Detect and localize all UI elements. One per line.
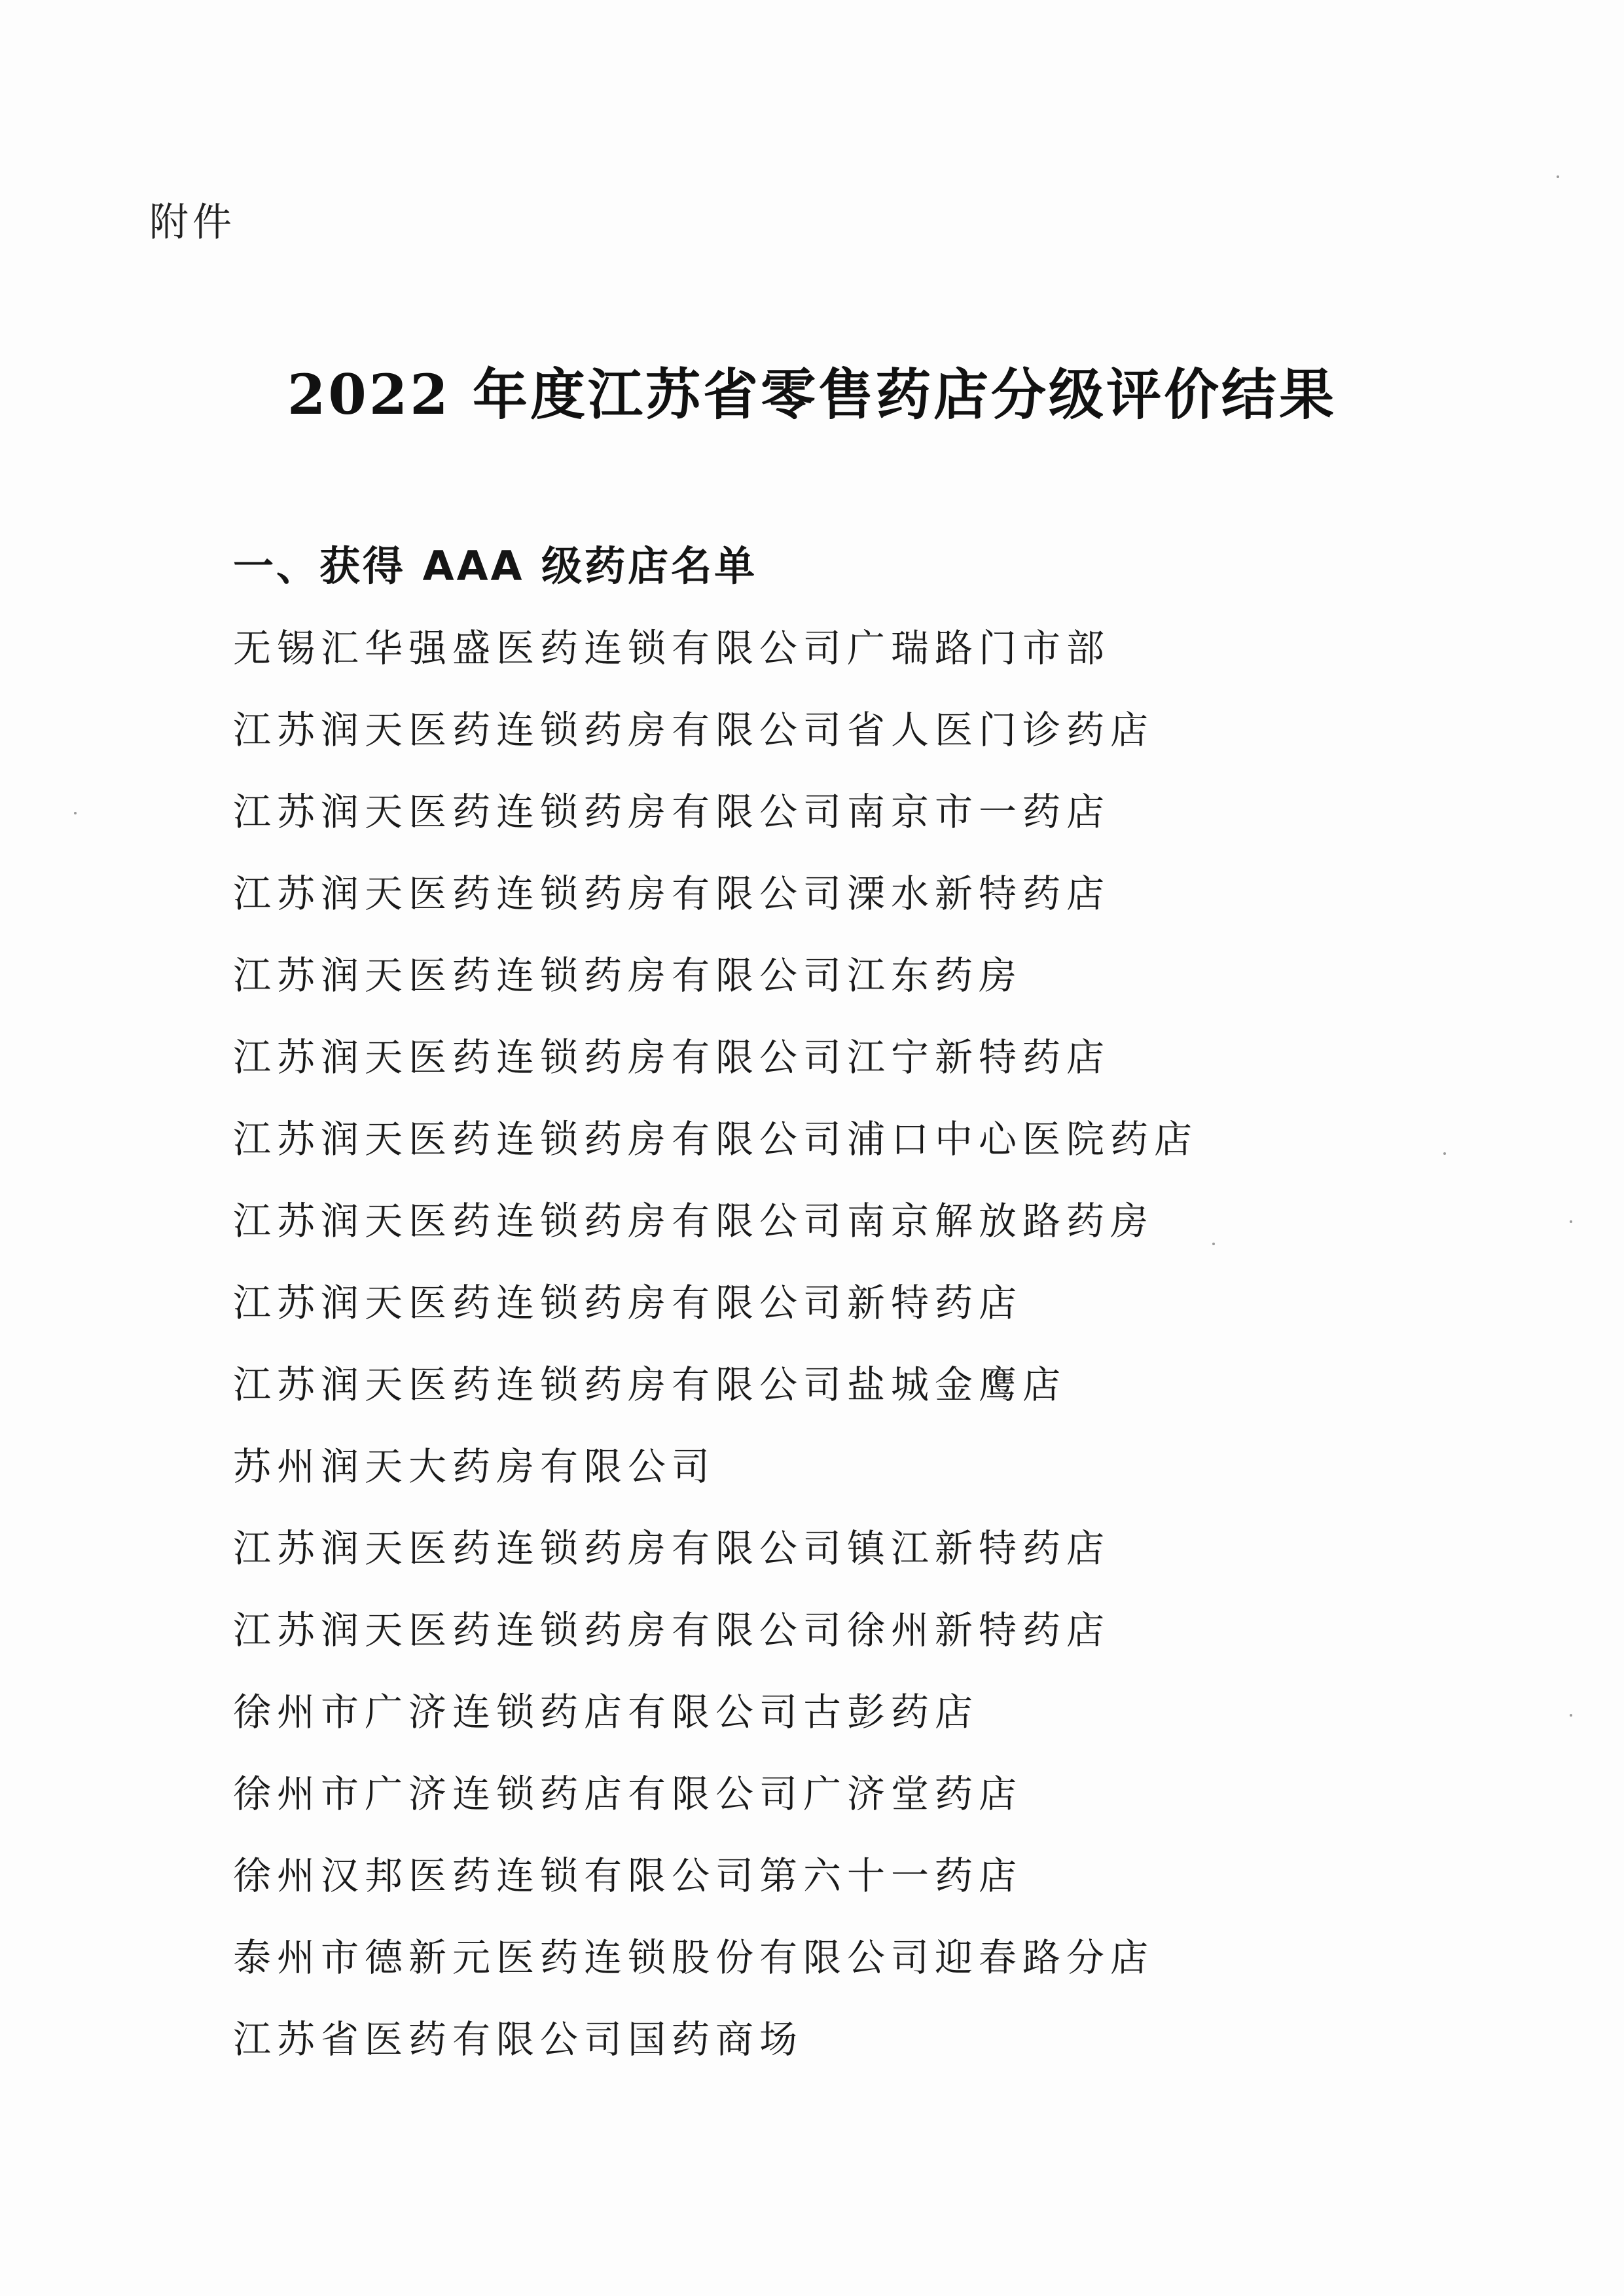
pharmacy-item: 江苏润天医药连锁药房有限公司南京解放路药房 (233, 1199, 1155, 1243)
section-heading: 一、获得 AAA 级药店名单 (233, 542, 758, 590)
pharmacy-item: 徐州汉邦医药连锁有限公司第六十一药店 (233, 1853, 1023, 1898)
pharmacy-item: 江苏润天医药连锁药房有限公司江宁新特药店 (233, 1035, 1111, 1080)
pharmacy-item: 徐州市广济连锁药店有限公司广济堂药店 (233, 1772, 1023, 1816)
pharmacy-item: 江苏润天医药连锁药房有限公司徐州新特药店 (233, 1608, 1111, 1652)
scan-speck (1557, 175, 1559, 178)
document-title: 2022 年度江苏省零售药店分级评价结果 (287, 362, 1337, 427)
pharmacy-item: 无锡汇华强盛医药连锁有限公司广瑞路门市部 (233, 626, 1111, 670)
pharmacy-item: 江苏润天医药连锁药房有限公司南京市一药店 (233, 790, 1111, 834)
scan-speck (1212, 1243, 1215, 1245)
scan-speck (1570, 1714, 1572, 1717)
pharmacy-item: 江苏润天医药连锁药房有限公司新特药店 (233, 1281, 1023, 1325)
pharmacy-item: 泰州市德新元医药连锁股份有限公司迎春路分店 (233, 1935, 1155, 1980)
pharmacy-item: 江苏润天医药连锁药房有限公司溧水新特药店 (233, 871, 1111, 916)
scan-speck (1570, 1220, 1572, 1223)
annex-label: 附件 (149, 200, 236, 246)
pharmacy-item: 江苏润天医药连锁药房有限公司江东药房 (233, 953, 1023, 998)
pharmacy-item: 江苏润天医药连锁药房有限公司镇江新特药店 (233, 1526, 1111, 1571)
pharmacy-item: 江苏润天医药连锁药房有限公司省人医门诊药店 (233, 708, 1155, 752)
pharmacy-item: 江苏润天医药连锁药房有限公司浦口中心医院药店 (233, 1117, 1199, 1161)
scan-speck (74, 812, 77, 814)
pharmacy-item: 江苏省医药有限公司国药商场 (233, 2017, 804, 2062)
pharmacy-item: 江苏润天医药连锁药房有限公司盐城金鹰店 (233, 1362, 1067, 1407)
pharmacy-item: 苏州润天大药房有限公司 (233, 1444, 716, 1489)
pharmacy-item: 徐州市广济连锁药店有限公司古彭药店 (233, 1690, 979, 1734)
pharmacy-list (233, 615, 1542, 2088)
scan-speck (1443, 1152, 1446, 1155)
